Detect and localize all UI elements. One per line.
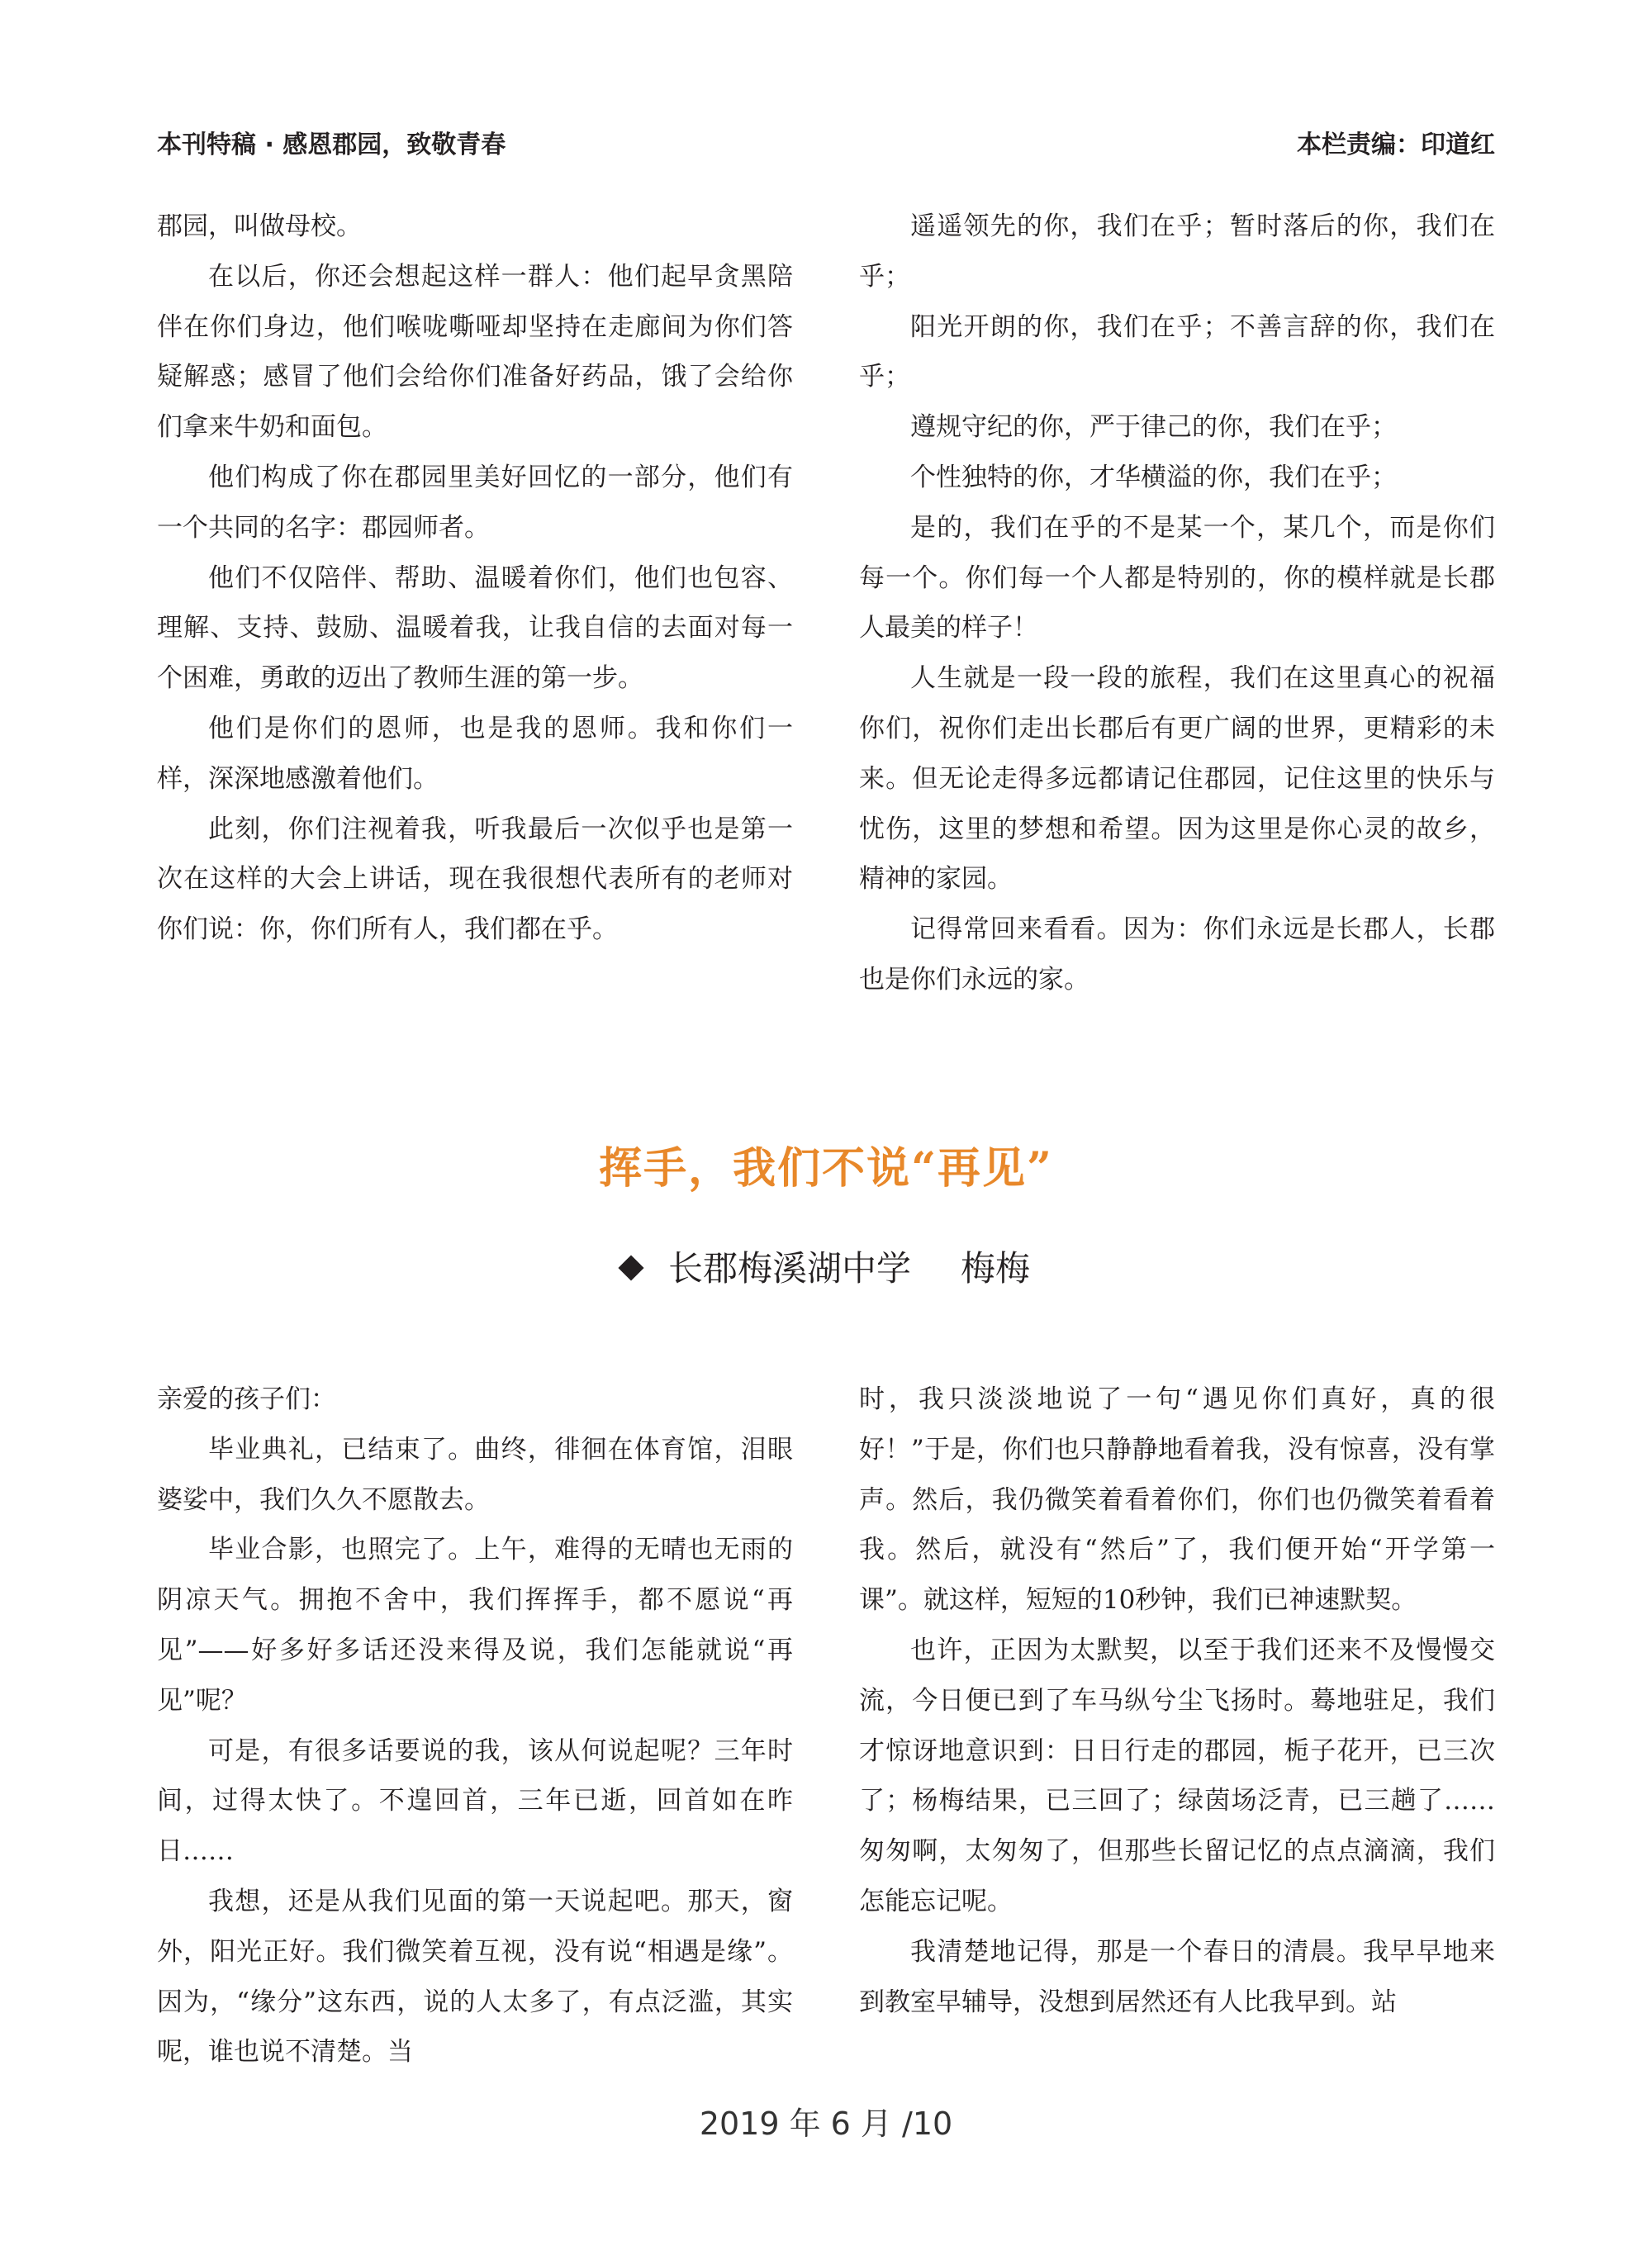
page-footer: 2019 年 6 月 /10	[699, 2106, 953, 2142]
paragraph: 遥遥领先的你，我们在乎；暂时落后的你，我们在乎；	[859, 211, 1495, 292]
bottom-left-column	[157, 1375, 793, 2077]
paragraph: 是的，我们在乎的不是某一个，某几个，而是你们每一个。你们每一个人都是特别的，你的模样就是长郡人最美的样子！	[859, 512, 1495, 643]
paragraph: 可是，有很多话要说的我，该从何说起呢？三年时间，过得太快了。不遑回首，三年已逝，回首如在昨日……	[157, 1735, 793, 1867]
top-left-column	[157, 202, 793, 955]
paragraph: 他们构成了你在郡园里美好回忆的一部分，他们有一个共同的名字：郡园师者。	[157, 462, 793, 543]
paragraph: 时，我只淡淡地说了一句“遇见你们真好，真的很好！”于是，你们也只静静地看着我，没有惊喜，没有掌声。然后，我仍微笑着看着你们，你们也仍微笑着看着我。然后，就没有“然后”了，我们便开始“开学第一课”。就这样，短短的10秒钟，我们已神速默契。	[859, 1384, 1495, 1616]
paragraph: 记得常回来看看。因为：你们永远是长郡人，长郡也是你们永远的家。	[859, 914, 1495, 995]
byline	[0, 1242, 1652, 1291]
article-title: 挥手，我们不说“再见”	[599, 1143, 1053, 1194]
paragraph: 在以后，你还会想起这样一群人：他们起早贪黑陪伴在你们身边，他们喉咙嘶哑却坚持在走廊间为你们答疑解惑；感冒了他们会给你们准备好药品，饿了会给你们拿来牛奶和面包。	[157, 261, 793, 443]
diamond-bullet-icon	[618, 1255, 643, 1280]
paragraph: 遵规守纪的你，严于律己的你，我们在乎；	[910, 412, 1397, 443]
bottom-right-column	[859, 1375, 1495, 2027]
author-school: 长郡梅溪湖中学	[667, 1248, 911, 1289]
salutation: 亲爱的孩子们：	[157, 1384, 336, 1414]
page-header	[157, 124, 1495, 173]
paragraph: 此刻，你们注视着我，听我最后一次似乎也是第一次在这样的大会上讲话，现在我很想代表所有的老师对你们说：你，你们所有人，我们都在乎。	[157, 814, 793, 945]
paragraph: 郡园，叫做母校。	[157, 211, 362, 241]
paragraph: 毕业合影，也照完了。上午，难得的无晴也无雨的阴凉天气。拥抱不舍中，我们挥挥手，都不愿说“再见”——好多好多话还没来得及说，我们怎能就说“再见”呢？	[157, 1535, 793, 1716]
column-editor: 本栏责编：印道红	[1297, 131, 1495, 159]
paragraph: 我想，还是从我们见面的第一天说起吧。那天，窗外，阳光正好。我们微笑着互视，没有说“相遇是缘”。因为，“缘分”这东西，说的人太多了，有点泛滥，其实呢，谁也说不清楚。当	[157, 1886, 793, 2068]
top-right-column	[859, 202, 1495, 1005]
paragraph: 也许，正因为太默契，以至于我们还来不及慢慢交流，今日便已到了车马纵兮尘飞扬时。蓦地驻足，我们才惊讶地意识到：日日行走的郡园，栀子花开，已三次了；杨梅结果，已三回了；绿茵场泛青，已三趟了……匆匆啊，太匆匆了，但那些长留记忆的点点滴滴，我们怎能忘记呢。	[859, 1635, 1495, 1916]
paragraph: 人生就是一段一段的旅程，我们在这里真心的祝福你们，祝你们走出长郡后有更广阔的世界，更精彩的未来。但无论走得多远都请记住郡园，记住这里的快乐与忧伤，这里的梦想和希望。因为这里是你心灵的故乡，精神的家园。	[859, 663, 1495, 895]
paragraph: 他们是你们的恩师，也是我的恩师。我和你们一样，深深地感激着他们。	[157, 713, 793, 794]
paragraph: 毕业典礼，已结束了。曲终，徘徊在体育馆，泪眼婆娑中，我们久久不愿散去。	[157, 1434, 793, 1515]
author-name: 梅梅	[961, 1248, 1031, 1289]
column-title: 本刊特稿 · 感恩郡园，致敬青春	[157, 131, 506, 159]
paragraph: 我清楚地记得，那是一个春日的清晨。我早早地来到教室早辅导，没想到居然还有人比我早到。站	[859, 1936, 1495, 2017]
paragraph: 个性独特的你，才华横溢的你，我们在乎；	[910, 462, 1397, 492]
paragraph: 他们不仅陪伴、帮助、温暖着你们，他们也包容、理解、支持、鼓励、温暖着我，让我自信的去面对每一个困难，勇敢的迈出了教师生涯的第一步。	[157, 563, 793, 694]
paragraph: 阳光开朗的你，我们在乎；不善言辞的你，我们在乎；	[859, 311, 1495, 392]
